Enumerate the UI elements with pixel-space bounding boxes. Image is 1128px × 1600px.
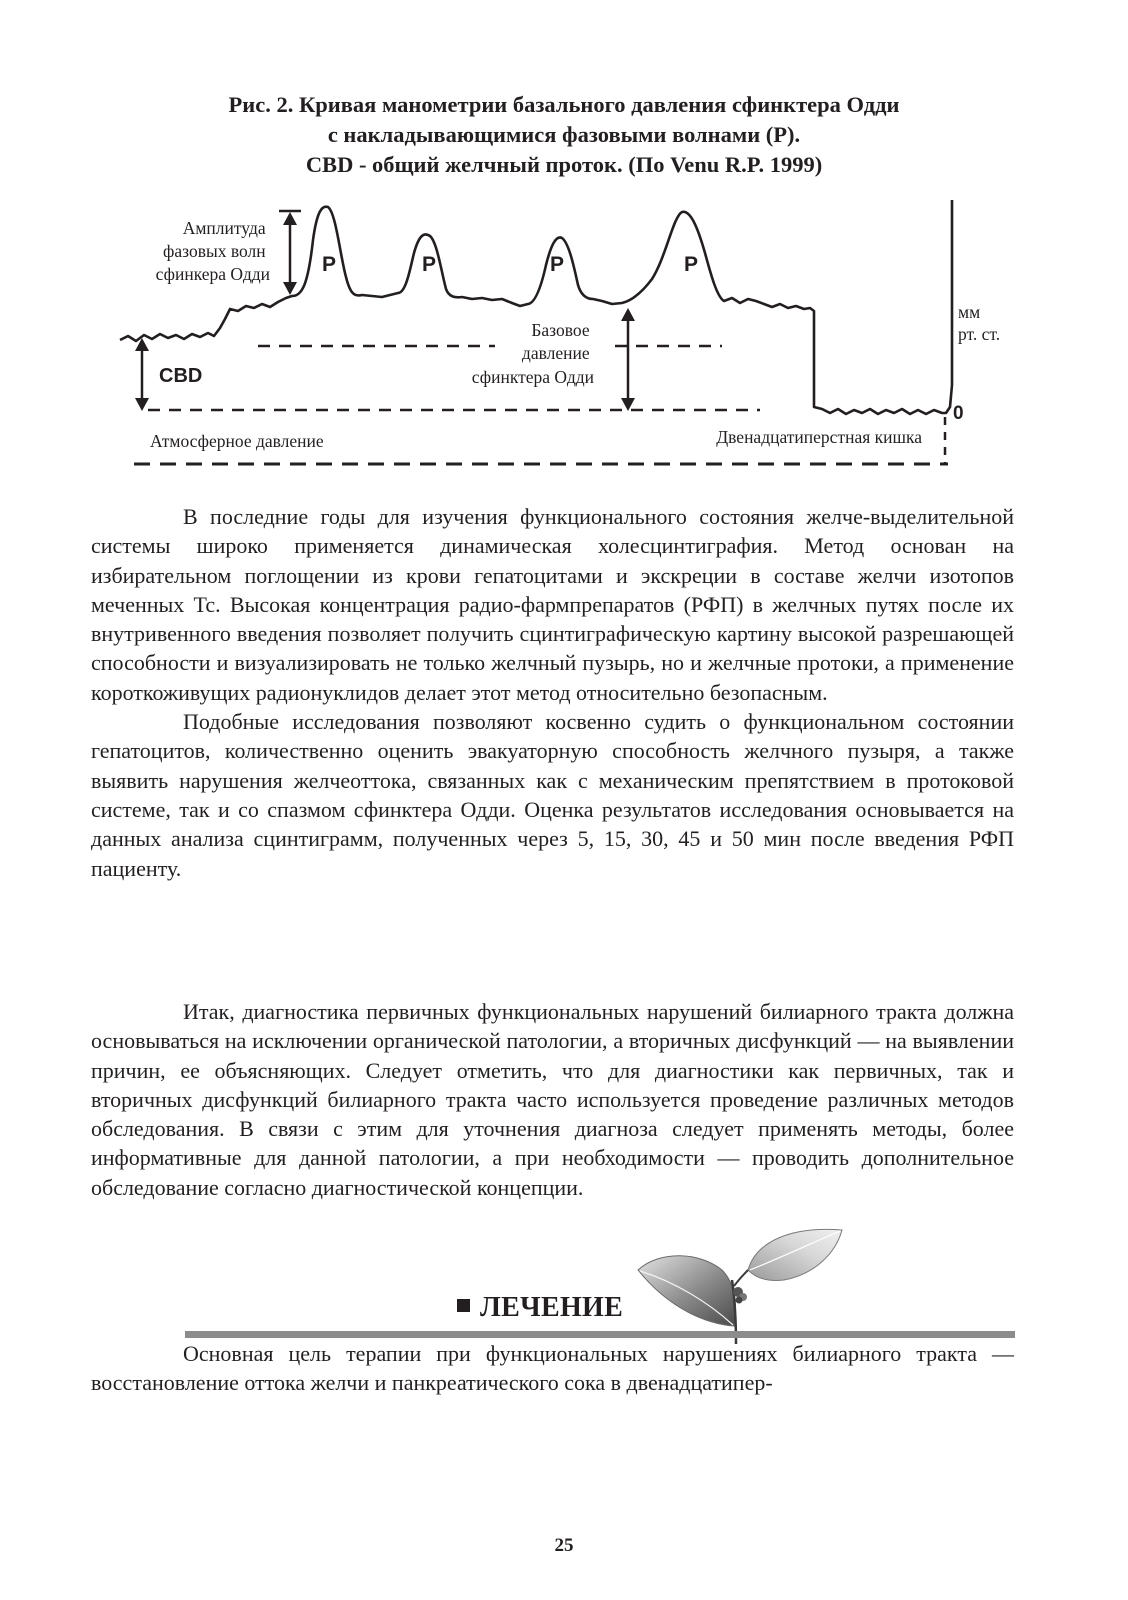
- body-text-block-2: [91, 997, 1014, 1202]
- figure-caption: [0, 90, 1128, 180]
- section-heading: [457, 1292, 623, 1332]
- section-divider: [185, 1331, 1015, 1338]
- body-text-block-3: [91, 1339, 1014, 1398]
- square-bullet-icon: [457, 1299, 470, 1312]
- unit-label: мм рт. ст.: [958, 302, 1001, 344]
- amplitude-arrow: [279, 211, 301, 295]
- paragraph-3: Итак, диагностика первичных функциональных нарушений билиарного тракта должна основываться на исключении органической патологии, а вторичных дисфункций — на выявлении причин, ее объясняющих. Следует отметить, что для диагностики как первичных, так и вторичных дисфункций билиарного тракта часто используется проведение различных методов обследования. В связи с этим для уточнения диагноза следует применять методы, более информативные для данной патологии, а при необходимости — проводить дополнительное обследование согласно диагностической концепции.: [91, 999, 1014, 1200]
- cbd-arrow: [135, 338, 149, 411]
- basal-arrow: [621, 308, 635, 411]
- duodenum-label: Двенадцатиперстная кишка: [716, 427, 922, 447]
- amplitude-label: Амплитуда фазовых волн сфинкера Одди: [155, 218, 270, 284]
- peak-label-1: P: [322, 253, 337, 276]
- cbd-label: CBD: [159, 365, 203, 387]
- peak-label-4: P: [684, 253, 699, 276]
- zero-label: 0: [953, 403, 964, 424]
- atmospheric-label: Атмосферное давление: [150, 431, 324, 451]
- leaf-branch-icon: [630, 1222, 845, 1347]
- paragraph-2: Подобные исследования позволяют косвенно судить о функциональном состоянии гепатоцитов, количественно оценить эвакуаторную способность желчного пузыря, а также выявить нарушения желчеоттока, связанных как с механическим препятствием в протоковой системе, так и со спазмом сфинктера Одди. Оценка результатов исследования основывается на данных анализа сцинтиграмм, полученных через 5, 15, 30, 45 и 50 мин после введения РФП пациенту.: [91, 709, 1014, 881]
- caption-line-1: Рис. 2. Кривая манометрии базального давления сфинктера Одди: [228, 92, 900, 117]
- peak-label-3: P: [550, 253, 565, 276]
- peak-label-2: P: [422, 253, 437, 276]
- manometry-figure: [110, 195, 1020, 475]
- caption-line-2: с накладывающимися фазовыми волнами (P).: [327, 122, 801, 147]
- caption-line-3: CBD - общий желчный проток. (По Venu R.P. 1999): [305, 152, 823, 177]
- page-number: 25: [554, 1535, 574, 1556]
- paragraph-4: Основная цель терапии при функциональных нарушениях билиарного тракта — восстановление оттока желчи и панкреатического сока в двенадцатипер-: [91, 1341, 1014, 1396]
- paragraph-1: В последние годы для изучения функционального состояния желче-выделительной системы широко применяется динамическая холесцинтиграфия. Метод основан на избирательном поглощении из крови гепатоцитами и экскреции в составе желчи изотопов меченных Tc. Высокая концентрация радио-фармпрепаратов (РФП) в желчных путях после их внутривенного введения позволяет получить сцинтиграфическую картину высокой разрешающей способности и визуализировать не только желчный пузырь, но и желчные протоки, а применение короткоживущих радионуклидов делает этот метод относительно безопасным.: [91, 504, 1014, 705]
- section-heading-text: ЛЕЧЕНИЕ: [480, 1292, 624, 1323]
- basal-pressure-label: Базовое давление сфинктера Одди: [471, 320, 594, 387]
- body-text-block-1: [91, 502, 1014, 883]
